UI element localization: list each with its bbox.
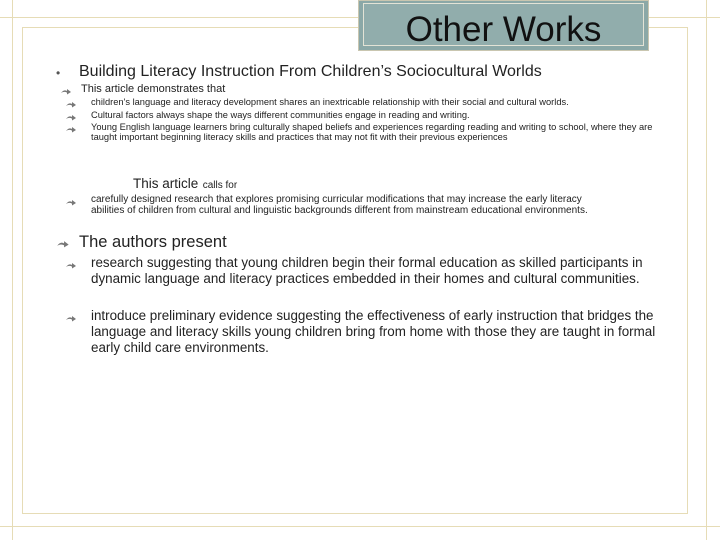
frame-top-inner-right bbox=[649, 27, 687, 28]
arrow-bullet-icon bbox=[66, 315, 77, 322]
bullet-dot: • bbox=[56, 66, 61, 80]
demonstrates-item: Cultural factors always shape the ways different communities engage in reading and writing. bbox=[91, 110, 470, 120]
frame-top-inner bbox=[22, 27, 358, 28]
arrow-bullet-icon bbox=[61, 88, 72, 95]
calls-for-lead bbox=[133, 175, 237, 193]
authors-item: introduce preliminary evidence suggesting the effectiveness of early instruction that bridges the language and literacy skills young children bring from home with those they are taught in formal early child care environments. bbox=[91, 308, 656, 356]
frame-bottom-outer bbox=[0, 526, 720, 527]
frame-left-outer bbox=[12, 0, 13, 540]
calls-for-lead-small: calls for bbox=[202, 180, 238, 191]
arrow-bullet-icon bbox=[66, 101, 77, 108]
arrow-bullet-icon bbox=[66, 199, 77, 206]
frame-bottom-inner bbox=[22, 513, 688, 514]
authors-heading: The authors present bbox=[79, 233, 227, 251]
demonstrates-lead: This article demonstrates that bbox=[81, 83, 226, 95]
frame-left-inner bbox=[22, 27, 23, 513]
frame-top-right bbox=[649, 17, 720, 18]
slide-title: Other Works bbox=[405, 10, 602, 49]
title-box bbox=[358, 0, 649, 51]
arrow-bullet-icon bbox=[56, 240, 71, 247]
arrow-bullet-icon bbox=[66, 114, 77, 121]
frame-top-left bbox=[0, 17, 358, 18]
demonstrates-item: children's language and literacy development shares an inextricable relationship with their social and cultural worlds. bbox=[91, 97, 569, 107]
section-heading: Building Literacy Instruction From Children’s Sociocultural Worlds bbox=[79, 63, 542, 80]
arrow-bullet-icon bbox=[66, 126, 77, 133]
calls-for-lead-big: This article bbox=[133, 176, 199, 191]
calls-for-item: carefully designed research that explores promising curricular modifications that may increase the early literacy abilities of children from cultural and linguistic backgrounds different from mainstream educational environments. bbox=[91, 194, 588, 217]
demonstrates-item: Young English language learners bring culturally shaped beliefs and experiences regarding reading and writing to school, where they are taught important beginning literacy skills and practices that may not fit with their previous experiences bbox=[91, 122, 653, 143]
frame-right-outer bbox=[706, 0, 707, 540]
arrow-bullet-icon bbox=[66, 262, 77, 269]
authors-item: research suggesting that young children begin their formal education as skilled participants in dynamic language and literacy practices embedded in their homes and cultural communities. bbox=[91, 255, 643, 287]
frame-right-inner bbox=[687, 27, 688, 513]
